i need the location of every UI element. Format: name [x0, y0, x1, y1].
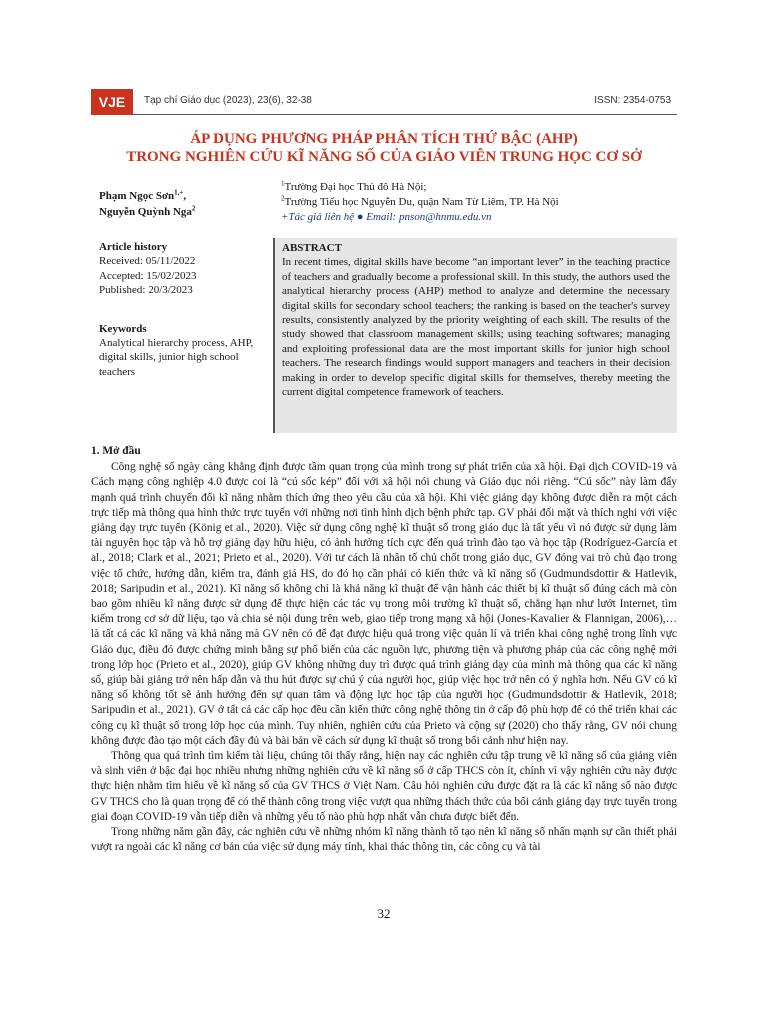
abstract-text: In recent times, digital skills have become “an important lever” in the teaching practice of teachers and gradually become a professional skill. In this study, the authors used the analytical hierarchy process (AHP) method to analyze and determine the necessary digital skills for secondary school teachers; the ranking is based on the teacher's survey results, consistently analyzed by the priority weighting of each skill. The results of the study showed that classroom management skills; using teaching softwares; managing and exploiting professional data are the most important skills for junior high school teachers. The research findings would support managers and teachers in their decision making in order to develop specific digital skills for themselves, thereby meeting the current digital competence framework of teachers.	[282, 256, 670, 399]
article-info	[99, 240, 264, 379]
body-paragraph-3: Trong những năm gần đây, các nghiên cứu về những nhóm kĩ năng thành tố tạo nên kĩ năng số nhấn mạnh sự cần thiết phải vượt ra ngoài các kĩ năng cơ bản của việc sử dụng máy tính, khai thác thông tin, các công cụ và tài	[91, 826, 677, 854]
author-2: Nguyễn Quỳnh Nga$^2$	[99, 204, 196, 218]
journal-logo: VJE	[91, 89, 133, 115]
page-number: 32	[377, 906, 391, 921]
published-date: Published: 20/3/2023	[99, 284, 193, 297]
author-1: Phạm Ngọc Sơn$^{1,+}$,	[99, 188, 187, 202]
title-line-2: TRONG NGHIÊN CỨU KĨ NĂNG SỐ CỦA GIÁO VIÊN TRUNG HỌC CƠ SỞ	[126, 149, 642, 165]
abstract-box	[273, 238, 677, 433]
body-paragraph-2: Thông qua quá trình tìm kiếm tài liệu, chúng tôi thấy rằng, hiện nay các nghiên cứu tập trung về kĩ năng số của giảng viên và sinh viên ở bậc đại học nhiều nhưng những nghiên cứu về kĩ năng số ở cấp THCS còn ít, chính vì vậy nghiên cứu này được thực hiện nhằm tìm hiểu về kĩ năng số của GV THCS ở Việt Nam. Câu hỏi nghiên cứu được đặt ra là các kĩ năng số nào được GV THCS cho là quan trọng để có thể thành công trong việc vượt qua những thách thức của bối cảnh giảng dạy trực tuyến trong giai đoạn COVID-19 vẫn tiếp diễn và những yếu tố nào phù hợp nhất vẫn chưa được biết đến.	[91, 750, 677, 823]
affiliation-2: $^2$Trường Tiểu học Nguyễn Du, quận Nam Từ Liêm, TP. Hà Nội	[281, 194, 559, 208]
received-date: Received: 05/11/2022	[99, 255, 196, 268]
article-body	[91, 444, 677, 855]
contact-email: +Tác giả liên hệ ● Email: pnson@hnmu.edu.vn	[281, 211, 492, 223]
issn: ISSN: 2354-0753	[594, 95, 671, 106]
keywords-text: Analytical hierarchy process, AHP, digital skills, junior high school teachers	[99, 337, 254, 378]
section-heading: 1. Mở đầu	[91, 445, 141, 457]
abstract-heading: ABSTRACT	[282, 242, 342, 254]
affiliations	[281, 180, 677, 225]
affiliation-1: $^1$Trường Đại học Thủ đô Hà Nội;	[281, 179, 427, 193]
history-heading: Article history	[99, 241, 168, 253]
header-rule	[133, 114, 677, 115]
article-title	[91, 130, 677, 166]
title-line-1: ÁP DỤNG PHƯƠNG PHÁP PHÂN TÍCH THỨ BẬC (AHP)	[190, 131, 578, 147]
accepted-date: Accepted: 15/02/2023	[99, 269, 197, 282]
keywords-heading: Keywords	[99, 322, 147, 335]
journal-citation: Tạp chí Giáo dục (2023), 23(6), 32-38	[144, 95, 312, 106]
author-list	[99, 188, 195, 220]
journal-header	[91, 89, 677, 115]
body-paragraph-1: Công nghệ số ngày càng khẳng định được tầm quan trọng của mình trong sự phát triển của xã hội. Đại dịch COVID-19 và Cách mạng công nghiệp 4.0 được coi là “cú sốc kép” đối với xã hội nói chung và Giáo dục nói riêng. “Cú sốc” này làm đẩy mạnh quá trình chuyển đổi kĩ năng nhằm thích ứng theo yêu cầu của xã hội. Khi việc giảng dạy không được diễn ra một cách trực tiếp mà thông qua hình thức trực tuyến với những nơi tình hình dịch bệnh phức tạp. GV phải đối mặt và thích nghi với việc giảng dạy trực tuyến (König et al., 2020). Việc sử dụng công nghệ kĩ thuật số trong giáo dục là tất yếu vì nó được sử dụng làm tài nguyên học tập và hỗ trợ giảng dạy hữu hiệu, có ảnh hưởng tích cực đến quá trình đào tạo và học tập (Rodríguez-García et al., 2018; Clark et al., 2021; Prieto et al., 2020). Với tư cách là nhân tố chủ chốt trong giáo dục, GV đóng vai trò chủ đạo trong việc tổ chức, hướng dẫn, kiểm tra, đánh giá HS, do đó họ cần phải có kiến thức và kĩ năng số (Gudmundsdottir & Hatlevik, 2018; Saripudin et al., 2021). Kĩ năng số không chỉ là khả năng kĩ thuật để vận hành các thiết bị kĩ thuật số đúng cách mà còn bao gồm nhiều kĩ năng được sử dụng để thực hiện các tác vụ trong môi trường kĩ thuật số, chẳng hạn như lướt Internet, tìm kiếm trong cơ sở dữ liệu, tạo và chia sẻ nội dung trên web, giao tiếp trong mạng xã hội (Jones-Kavalier & Flannigan, 2006),… là tất cả các kĩ năng và khả năng mà GV nên có để đạt được hiệu quả trong việc quản lí và triển khai công nghệ trong lĩnh vực Giáo dục, điều đó được chứng minh bằng sự phổ biến của các nguồn lực, phương tiện và phương pháp của các công nghệ mới trong lớp học (Prieto et al., 2020), giúp GV không những duy trì được quá trình giảng dạy của mình mà thông qua các kĩ năng số, giúp bài giảng trở nên hấp dẫn và thu hút được sự chú ý của người học, giúp việc học trở nên có ý nghĩa hơn. Nếu GV có kĩ năng số không tốt sẽ ảnh hưởng đến sự quan tâm và động lực học tập của người học (Gudmundsdottir & Hatlevik, 2018; Saripudin et al., 2021). GV ở tất cả các cấp học đều cần kiến thức công nghệ thông tin ở cấp độ phù hợp để có thể triển khai các công cụ kĩ thuật số trong lớp học của mình. Tuy nhiên, nghiên cứu của Prieto và cộng sự (2020) cho thấy rằng, GV nói chung không được đào tạo một cách đầy đủ và bài bản về cách sử dụng kĩ thuật số trong bối cảnh như hiện nay.	[91, 461, 677, 747]
